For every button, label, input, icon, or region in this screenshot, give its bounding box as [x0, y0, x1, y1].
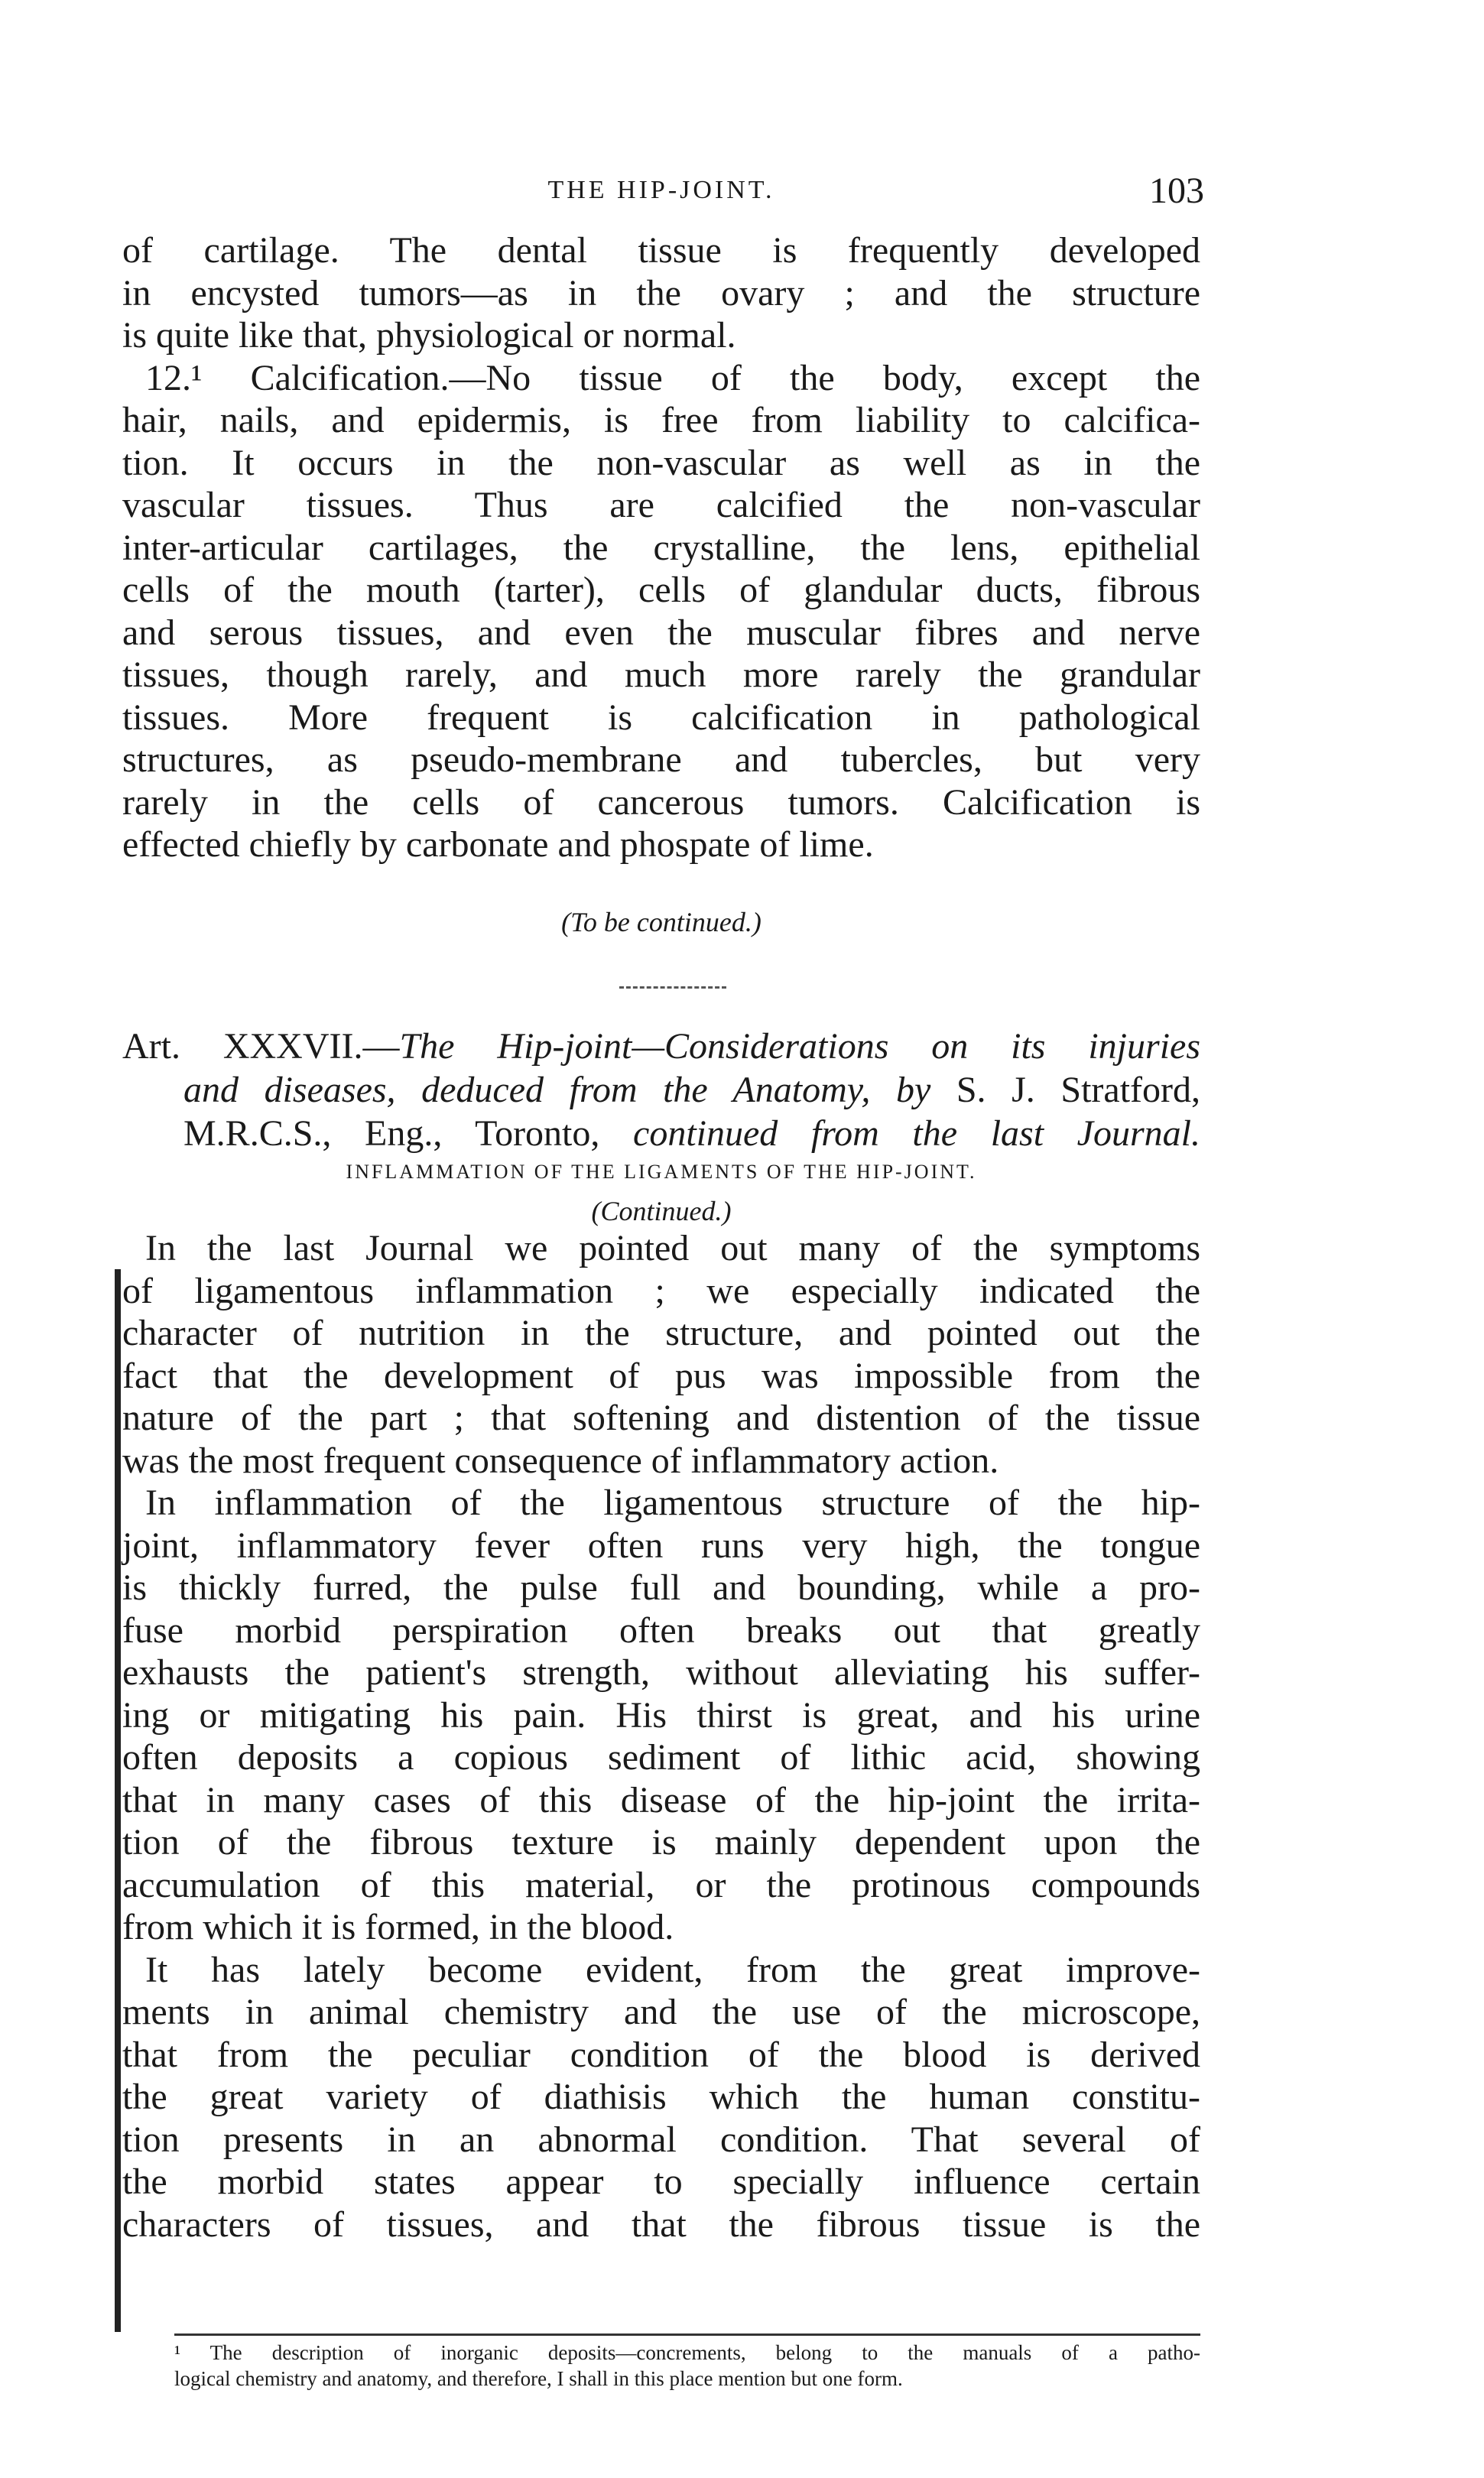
text-line: ments in animal chemistry and the use of the microscope, [122, 1992, 1200, 2032]
text-line: exhausts the patient's strength, without alleviating his suffer- [122, 1652, 1200, 1693]
paragraph-calcification [122, 229, 1200, 866]
text-line: the great variety of diathisis which the human constitu- [122, 2077, 1200, 2117]
article-heading-line [122, 1068, 1200, 1112]
text-line: that from the peculiar condition of the blood is derived [122, 2034, 1200, 2075]
margin-scan-mark [115, 1269, 121, 2332]
article-heading [122, 1025, 1200, 1155]
text-line: ing or mitigating his pain. His thirst is great, and his urine [122, 1694, 1200, 1736]
article-title: The Hip-joint—Considerations on its injuries [399, 1026, 1201, 1067]
text-line: It has lately become evident, from the great improve- [145, 1949, 1200, 1990]
text-line: accumulation of this material, or the protinous compounds [122, 1864, 1200, 1905]
running-head [119, 170, 1204, 216]
text-line: characters of tissues, and that the fibrous tissue is the [122, 2204, 1200, 2245]
text-line: In the last Journal we pointed out many of the symptoms [145, 1228, 1200, 1268]
text-line: tion. It occurs in the non-vascular as well as in the [122, 442, 1200, 483]
text-line: inter-articular cartilages, the crystalline, the lens, epithelial [122, 527, 1200, 568]
article-title-cont: and diseases, deduced from the Anatomy, by [183, 1070, 931, 1110]
text-line: of ligamentous inflammation ; we especially indicated the [122, 1270, 1200, 1311]
footnote-line: logical chemistry and anatomy, and therefore, I shall in this place mention but one form. [174, 2367, 903, 2390]
footnote-rule [174, 2333, 1200, 2336]
text-line: character of nutrition in the structure, and pointed out the [122, 1313, 1200, 1353]
text-line: rarely in the cells of cancerous tumors. Calcification is [122, 781, 1200, 823]
to-be-continued-note: (To be continued.) [561, 907, 761, 937]
text-line: structures, as pseudo-membrane and tubercles, but very [122, 739, 1200, 780]
text-line: tissues, though rarely, and much more rarely the grandular [122, 654, 1200, 695]
section-subheading: INFLAMMATION OF THE LIGAMENTS OF THE HIP-JOINT. [346, 1161, 977, 1183]
text-line: In inflammation of the ligamentous structure of the hip- [145, 1483, 1200, 1523]
text-line: the morbid states appear to specially influence certain [122, 2161, 1200, 2202]
text-line: from which it is formed, in the blood. [122, 1907, 674, 1947]
article-heading-line [122, 1112, 1200, 1155]
text-line: often deposits a copious sediment of lithic acid, showing [122, 1737, 1200, 1778]
article-heading-line [122, 1025, 1200, 1068]
footnote-line: ¹ The description of inorganic deposits—concrements, belong to the manuals of a patho- [174, 2341, 1200, 2364]
page-number: 103 [1149, 171, 1204, 211]
article-number: Art. XXXVII.— [122, 1026, 400, 1067]
text-line: was the most frequent consequence of inflammatory action. [122, 1440, 999, 1481]
author-credentials: M.R.C.S., Eng., Toronto, [183, 1113, 634, 1154]
article-author: S. J. Stratford, [930, 1070, 1200, 1110]
text-line: effected chiefly by carbonate and phospate of lime. [122, 824, 874, 865]
continuation-note: continued from the last Journal. [633, 1113, 1200, 1154]
section-divider [619, 986, 726, 989]
text-line: tissues. More frequent is calcification in pathological [122, 697, 1200, 738]
text-line: joint, inflammatory fever often runs very high, the tongue [122, 1525, 1200, 1566]
paragraph-inflammation [122, 1227, 1200, 2246]
text-line: of cartilage. The dental tissue is frequently developed [122, 230, 1200, 271]
text-line: that in many cases of this disease of the hip-joint the irrita- [122, 1779, 1200, 1820]
text-line: vascular tissues. Thus are calcified the non-vascular [122, 485, 1200, 525]
text-line: cells of the mouth (tarter), cells of glandular ducts, fibrous [122, 570, 1200, 610]
text-line: tion of the fibrous texture is mainly dependent upon the [122, 1822, 1200, 1863]
text-line: hair, nails, and epidermis, is free from liability to calcifica- [122, 400, 1200, 440]
text-line: fuse morbid perspiration often breaks out that greatly [122, 1609, 1200, 1651]
running-title: THE HIP-JOINT. [547, 176, 775, 204]
text-line: nature of the part ; that softening and distention of the tissue [122, 1398, 1200, 1438]
footnote [174, 2340, 1200, 2392]
text-line: fact that the development of pus was impossible from the [122, 1355, 1200, 1396]
text-line: 12.¹ Calcification.—No tissue of the body, except the [145, 357, 1200, 398]
text-line: is thickly furred, the pulse full and bounding, while a pro- [122, 1567, 1200, 1608]
text-line: tion presents in an abnormal condition. That several of [122, 2119, 1200, 2160]
text-line: and serous tissues, and even the muscular fibres and nerve [122, 612, 1200, 653]
continued-label: (Continued.) [591, 1196, 732, 1226]
text-line: in encysted tumors—as in the ovary ; and the structure [122, 272, 1200, 313]
text-line: is quite like that, physiological or normal. [122, 315, 736, 356]
